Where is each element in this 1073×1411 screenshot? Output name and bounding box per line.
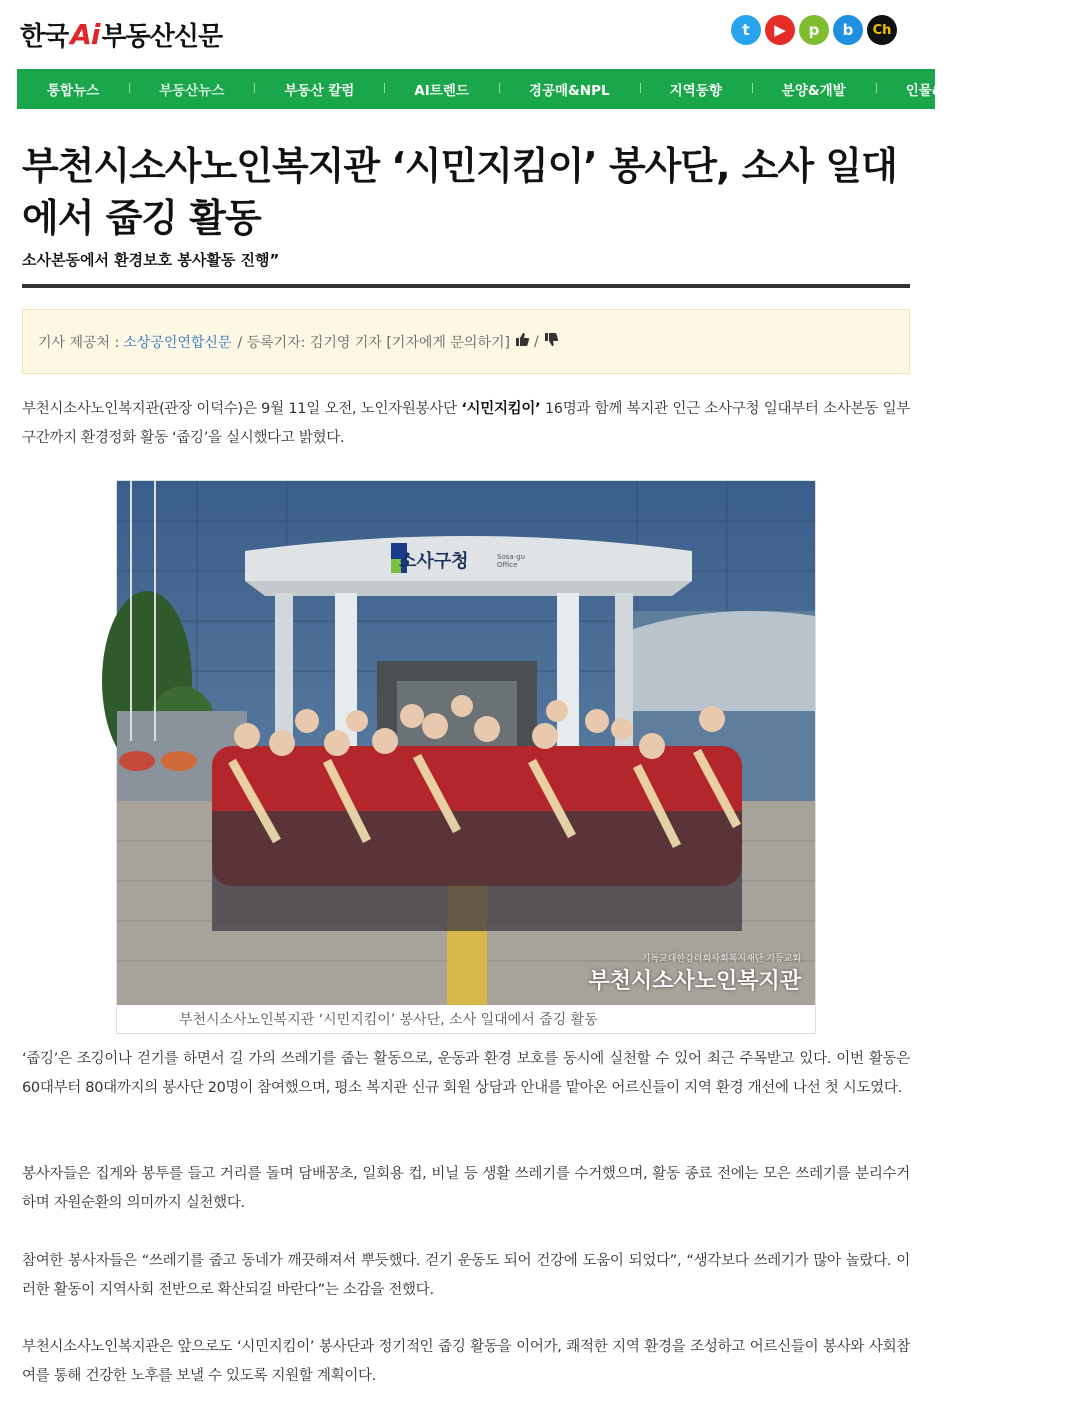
sign-sub-2: Office: [497, 561, 518, 569]
nav-item[interactable]: 통합뉴스: [47, 83, 100, 99]
watermark-big: 부천시소사노인복지관: [588, 969, 801, 994]
article-subtitle: 소사본동에서 환경보호 봉사활동 진행”: [22, 251, 280, 269]
nav-item[interactable]: 분양&개발: [752, 79, 876, 99]
article-byline: [22, 309, 910, 374]
logo-prefix: 한국: [20, 21, 69, 52]
channel-icon[interactable]: Ch: [867, 15, 897, 45]
article-paragraph-4: 참여한 봉사자들은 “쓰레기를 줍고 동네가 깨끗해져서 뿌듯했다. 걷기 운동도 되어 건강에 도움이 되었다”, “생각보다 쓰레기가 많아 놀랐다. 이러한 활동이 지역사회 전반으로 확산되길 바란다”는 소감을 전했다.: [22, 1253, 910, 1298]
nav-item[interactable]: 부동산뉴스: [129, 79, 254, 99]
main-nav: [17, 69, 1043, 109]
p1-text: 부천시소사노인복지관(관장 이덕수)은 9월 11일 오전, 노인자원봉사단: [22, 401, 462, 417]
nav-item[interactable]: 부동산 칼럼: [254, 79, 384, 99]
photo-sign: 소사구청: [399, 551, 469, 572]
photo-watermark: [588, 951, 801, 995]
nav-item[interactable]: 경공매&NPL: [499, 79, 640, 99]
article-paragraph-1: [22, 395, 910, 453]
article-title: 부천시소사노인복지관 ‘시민지킴이’ 봉사단, 소사 일대에서 줍깅 활동: [22, 144, 897, 240]
logo-ai: Ai: [70, 17, 100, 51]
article-paragraph-5: 부천시소사노인복지관은 앞으로도 ‘시민지킴이’ 봉사단과 정기적인 줍깅 활동을 이어가, 쾌적한 지역 환경을 조성하고 어르신들이 봉사와 사회참여를 통해 건강한 노후를 보낼 수 있도록 지원할 계획이다.: [22, 1339, 910, 1384]
b-icon[interactable]: b: [833, 15, 863, 45]
nav-item[interactable]: 인물&기업: [876, 79, 1000, 99]
article-photo[interactable]: [117, 481, 815, 1005]
p-icon[interactable]: p: [799, 15, 829, 45]
twitter-icon[interactable]: t: [731, 15, 761, 45]
watermark-small: 기독교대한감리회사회복지재단 기등교회: [641, 954, 801, 964]
p1-text-end: 16명과 함께 복지관 인근 소사구청 일대부터 소사본동 일부 구간까지 환경정화 활동 ‘줍깅’을 실시했다고 밝혔다.: [22, 401, 910, 446]
nav-item[interactable]: 싱: [1000, 79, 1073, 99]
nav-item[interactable]: AI트렌드: [384, 79, 499, 99]
title-divider: [22, 284, 910, 288]
source-link[interactable]: 소상공인연합신문: [123, 334, 232, 351]
site-header: [0, 0, 935, 66]
article-paragraph-3: 봉사자들은 집게와 봉투를 들고 거리를 돌며 담배꽁초, 일회용 컵, 비닐 등 생활 쓰레기를 수거했으며, 활동 종료 전에는 모은 쓰레기를 분리수거하며 자원순환의 의미까지 실천했다.: [22, 1166, 910, 1211]
p1-bold: ‘시민지킴이’: [461, 401, 541, 417]
sign-sub-1: Sosa-gu: [497, 553, 526, 561]
logo-suffix: 부동산신문: [101, 21, 223, 52]
social-links: [731, 15, 897, 45]
photo-sign-sub: [497, 553, 525, 569]
youtube-icon[interactable]: ▶: [765, 15, 795, 45]
nav-item[interactable]: 지역동향: [640, 79, 752, 99]
photo-caption: 부천시소사노인복지관 ‘시민지킴이’ 봉사단, 소사 일대에서 줍깅 활동: [179, 1012, 598, 1028]
thumbs-down-icon[interactable]: [544, 333, 558, 350]
thumbs-up-icon[interactable]: [515, 333, 529, 350]
reporter-info[interactable]: / 등록기자: 김기영 기자 [기자에게 문의하기]: [237, 334, 510, 351]
site-logo[interactable]: [20, 14, 222, 54]
thumb-separator: /: [533, 333, 539, 350]
source-label: 기사 제공처 :: [38, 334, 120, 351]
article-paragraph-2: ‘줍깅’은 조깅이나 걷기를 하면서 길 가의 쓰레기를 줍는 활동으로, 운동과 환경 보호를 동시에 실천할 수 있어 최근 주목받고 있다. 이번 활동은 60대부터 80대까지의 봉사단 20명이 참여했으며, 평소 복지관 신규 회원 상담과 안내를 맡아온 어르신들이 지역 환경 개선에 나선 첫 시도였다.: [22, 1051, 910, 1096]
article-figure: [116, 480, 816, 1034]
